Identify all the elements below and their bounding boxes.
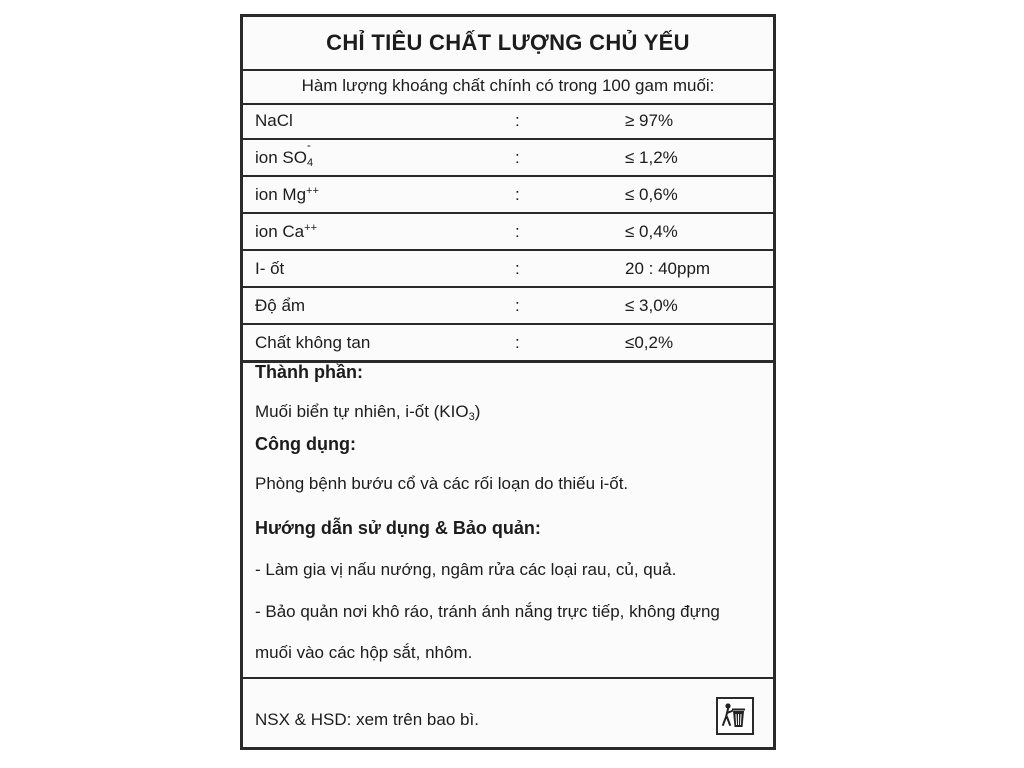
spec-separator: : <box>515 259 520 278</box>
usage-text: Phòng bệnh bướu cổ và các rối loạn do thiếu i-ốt. <box>255 474 629 493</box>
spec-superscript: ++ <box>304 222 317 234</box>
label-title: CHỈ TIÊU CHẤT LƯỢNG CHỦ YẾU <box>243 17 773 71</box>
spec-row-iodine <box>243 251 773 288</box>
ingredients-body: Muối biển tự nhiên, i-ốt (KIO <box>255 402 469 421</box>
spec-name-text: ion SO <box>255 148 307 167</box>
spec-separator: : <box>515 111 520 130</box>
footer-divider <box>243 677 773 679</box>
spec-value: ≤ 0,4% <box>625 222 678 241</box>
spec-row-nacl <box>243 103 773 140</box>
spec-subscript: 4 <box>306 157 314 169</box>
guide-line-1: - Làm gia vị nấu nướng, ngâm rửa các loại rau, củ, quả. <box>255 560 677 579</box>
spec-table <box>243 103 773 363</box>
spec-name: ion SO -- $_4$ <box>255 140 314 169</box>
spec-name-text: ion Mg <box>255 185 307 204</box>
spec-value: 20 : 40ppm <box>625 259 711 278</box>
footer-text: NSX & HSD: xem trên bao bì. <box>255 710 479 729</box>
spec-row-so4 <box>243 140 773 177</box>
spec-name-text: ion Ca <box>255 222 305 241</box>
guide-heading: Hướng dẫn sử dụng & Bảo quản: <box>255 518 541 538</box>
guide-line-2: - Bảo quản nơi khô ráo, tránh ánh nắng trực tiếp, không đựng <box>255 602 720 621</box>
spec-value: ≥ 97% <box>625 111 674 130</box>
label-intro: Hàm lượng khoáng chất chính có trong 100 gam muối: <box>243 69 773 105</box>
ingredients-subscript: 3 <box>468 411 475 423</box>
spec-name: NaCl <box>255 111 293 130</box>
spec-name <box>255 222 317 242</box>
usage-heading: Công dụng: <box>255 434 356 454</box>
spec-separator: : <box>515 148 520 167</box>
spec-value: ≤ 3,0% <box>625 296 678 315</box>
spec-name <box>255 185 319 205</box>
spec-row-moisture <box>243 288 773 325</box>
spec-name: Độ ẩm <box>255 296 306 315</box>
spec-superscript: ++ <box>306 185 319 197</box>
nutrition-label <box>240 14 776 750</box>
spec-row-insoluble <box>243 325 773 363</box>
ingredients-text <box>255 402 480 422</box>
spec-separator: : <box>515 296 520 315</box>
trash-bin-icon <box>716 697 754 735</box>
spec-name: Chất không tan <box>255 333 371 352</box>
spec-separator: : <box>515 222 520 241</box>
spec-name: I- ốt <box>255 259 285 278</box>
spec-value: ≤ 1,2% <box>625 148 678 167</box>
spec-value: ≤ 0,6% <box>625 185 678 204</box>
spec-separator: : <box>515 185 520 204</box>
spec-value: ≤0,2% <box>625 333 674 352</box>
spec-row-ca <box>243 214 773 251</box>
spec-row-mg <box>243 177 773 214</box>
ingredients-close: ) <box>474 402 481 421</box>
trash-bin-icon-graphic <box>718 699 752 733</box>
spec-separator: : <box>515 333 520 352</box>
guide-line-3: muối vào các hộp sắt, nhôm. <box>255 643 473 662</box>
ingredients-heading: Thành phần: <box>255 362 363 382</box>
